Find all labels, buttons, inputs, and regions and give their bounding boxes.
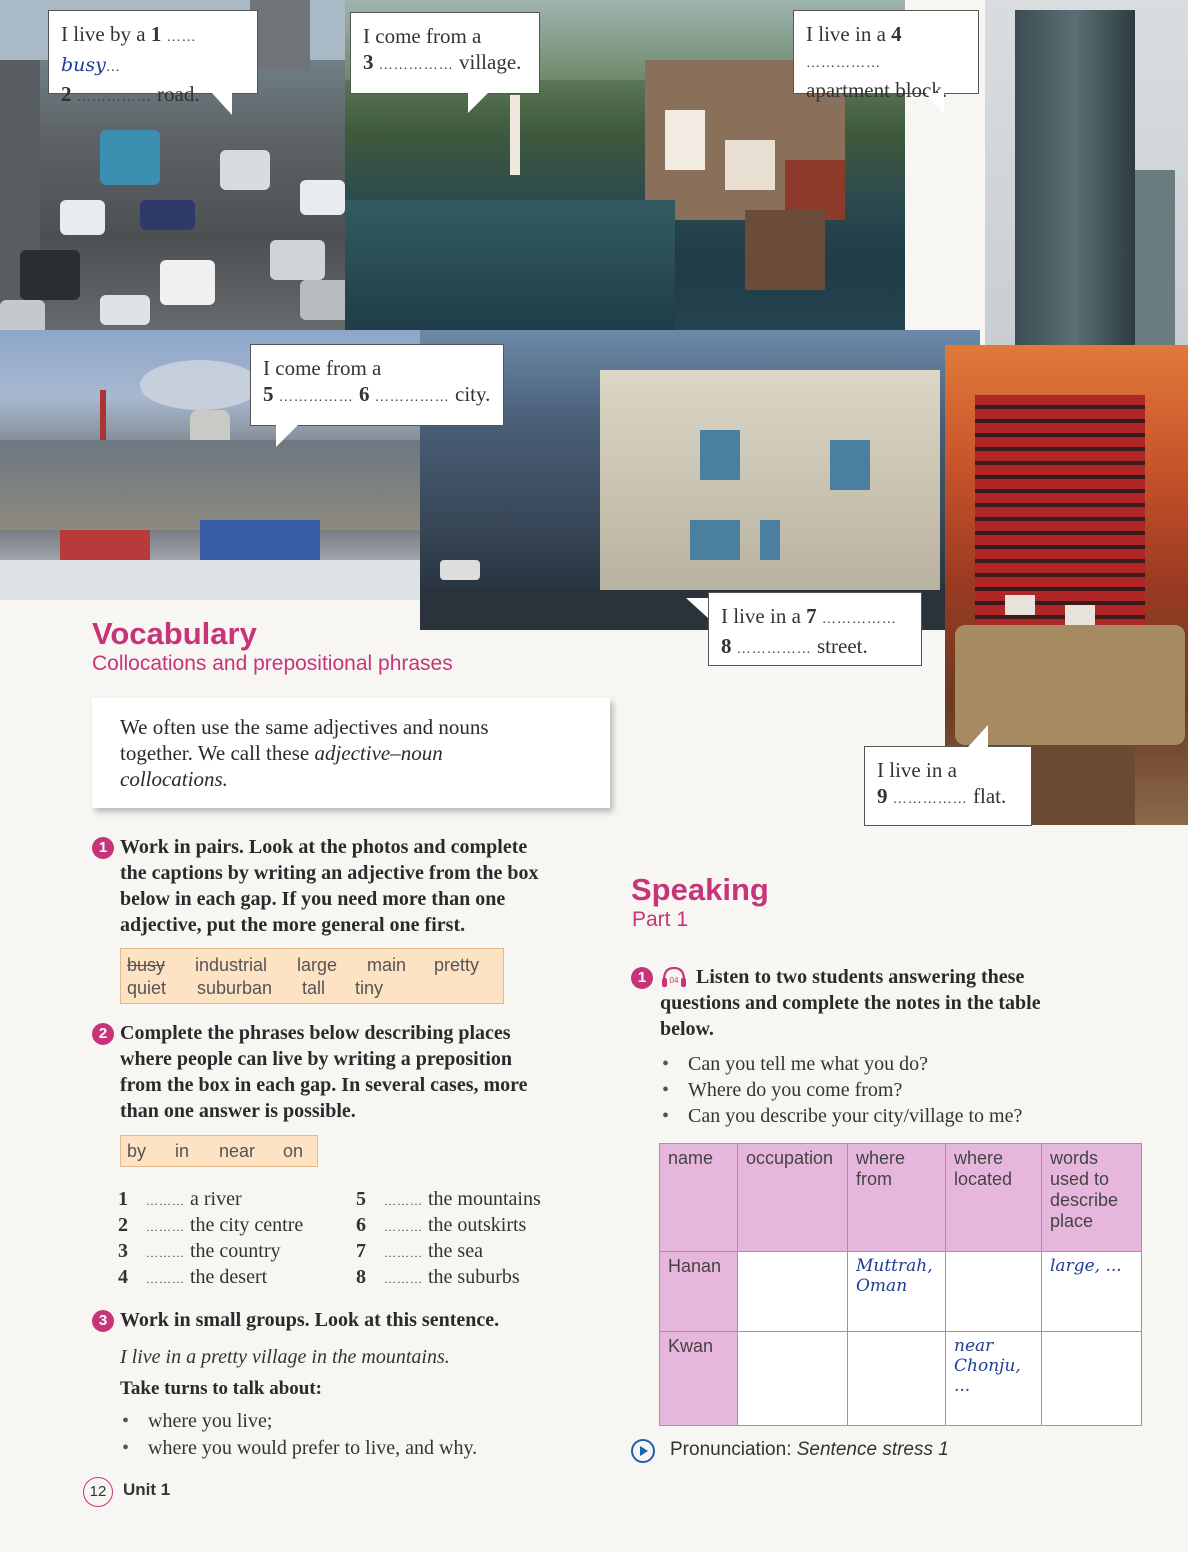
cell-occupation[interactable] [738, 1332, 848, 1426]
word: on [283, 1141, 304, 1161]
word-busy-crossed: busy [127, 955, 166, 975]
table-row [660, 1332, 1142, 1426]
header-where-from: where from [848, 1144, 946, 1252]
talk-about-label: Take turns to talk about: [120, 1378, 323, 1399]
word: suburban [197, 978, 273, 998]
row-name: Hanan [660, 1252, 738, 1332]
row-name: Kwan [660, 1332, 738, 1426]
caption-5-tail [686, 598, 708, 618]
header-words: words used to describe place [1042, 1144, 1142, 1252]
word: by [127, 1141, 147, 1161]
speaking-instructions: Listen to two students answering these questions and complete the notes in the table below. [660, 966, 1041, 1040]
word: tall [302, 978, 326, 998]
table-header-row [660, 1144, 1142, 1252]
play-arrow-icon[interactable] [631, 1439, 655, 1463]
word: in [175, 1141, 190, 1161]
question-item: • Can you describe your city/village to me? [688, 1105, 1022, 1128]
cell-words[interactable] [1042, 1332, 1142, 1426]
exercise-2-instructions: Complete the phrases below describing places where people can live by writing a preposition from the box in each gap. In several cases, more than one answer is possible. [120, 1022, 528, 1122]
preposition-word-box [120, 1135, 318, 1167]
adjective-word-box [120, 948, 504, 1004]
info-line: We often use the same adjectives and nouns [120, 715, 489, 739]
word: tiny [355, 978, 384, 998]
table-row [660, 1252, 1142, 1332]
header-where-located: where located [946, 1144, 1042, 1252]
phrase-item: 2 ……… the city centre [118, 1214, 304, 1236]
caption-5: I live in a 7 …………… 8 …………… street. [708, 592, 922, 666]
caption-4: I come from a 5 …………… 6 …………… city. [250, 344, 504, 426]
phrase-item: 1 ……… a river [118, 1188, 242, 1210]
caption-1-tail [212, 93, 232, 115]
speaking-exercise-number: 1 [631, 967, 653, 989]
exercise-1-instructions: Work in pairs. Look at the photos and complete the captions by writing an adjective from the box below in each gap. If you need more than one adjective, put the more general one first. [120, 836, 539, 936]
vocabulary-title: Vocabulary [92, 616, 257, 651]
caption-2-tail [468, 93, 488, 113]
caption-2: I come from a 3 …………… village. [350, 12, 540, 94]
phrase-item: 4 ……… the desert [118, 1266, 268, 1288]
word: industrial [195, 955, 268, 975]
cell-occupation[interactable] [738, 1252, 848, 1332]
exercise-3-instructions: Work in small groups. Look at this sentence. [120, 1309, 500, 1331]
handwritten-busy: busy [61, 54, 106, 76]
caption-1: I live by a 1 ……busy… 2 …………… road. [48, 10, 258, 94]
caption-3-tail [926, 93, 944, 115]
question-item: • Can you tell me what you do? [688, 1053, 928, 1076]
phrase-item: 6 ……… the outskirts [356, 1214, 527, 1236]
vocabulary-subtitle: Collocations and prepositional phrases [92, 652, 453, 675]
photo-apartment-tower [985, 0, 1188, 345]
info-line: collocations. [120, 767, 228, 791]
cell-words[interactable]: large, ... [1042, 1252, 1142, 1332]
page-number: 12 [83, 1477, 113, 1507]
header-name: name [660, 1144, 738, 1252]
caption-6: I live in a 9 …………… flat. [864, 746, 1032, 826]
phrase-item: 7 ……… the sea [356, 1240, 483, 1262]
question-item: • Where do you come from? [688, 1079, 902, 1102]
cell-where-located[interactable] [946, 1252, 1042, 1332]
info-box [92, 698, 610, 808]
track-number: 04 [669, 976, 679, 985]
exercise-3-number: 3 [92, 1310, 114, 1332]
caption-3: I live in a 4 …………… apartment block. [793, 10, 979, 94]
word: pretty [434, 955, 480, 975]
info-line: together. We call these adjective–noun [120, 741, 443, 765]
phrase-item: 5 ……… the mountains [356, 1188, 541, 1210]
caption-6-tail [968, 725, 988, 747]
header-occupation: occupation [738, 1144, 848, 1252]
bullet-item: • where you would prefer to live, and why. [148, 1437, 477, 1460]
exercise-1-number: 1 [92, 837, 114, 859]
phrase-item: 3 ……… the country [118, 1240, 281, 1262]
pronunciation-link[interactable]: Pronunciation: Sentence stress 1 [670, 1439, 949, 1460]
speaking-subtitle: Part 1 [632, 908, 689, 931]
cell-where-from[interactable]: Muttrah, Oman [848, 1252, 946, 1332]
word: near [219, 1141, 256, 1161]
cell-where-from[interactable] [848, 1332, 946, 1426]
caption-4-tail [276, 425, 298, 447]
unit-label: Unit 1 [123, 1480, 171, 1499]
cell-where-located[interactable]: near Chonju, ... [946, 1332, 1042, 1426]
phrase-item: 8 ……… the suburbs [356, 1266, 520, 1288]
word: main [367, 955, 407, 975]
example-sentence: I live in a pretty village in the mountains. [120, 1346, 450, 1368]
speaking-title: Speaking [631, 872, 769, 907]
bullet-item: • where you live; [148, 1410, 272, 1433]
notes-table [659, 1143, 1142, 1426]
exercise-2-number: 2 [92, 1023, 114, 1045]
word: large [297, 955, 338, 975]
word: quiet [127, 978, 167, 998]
photo-street-house [420, 330, 980, 630]
